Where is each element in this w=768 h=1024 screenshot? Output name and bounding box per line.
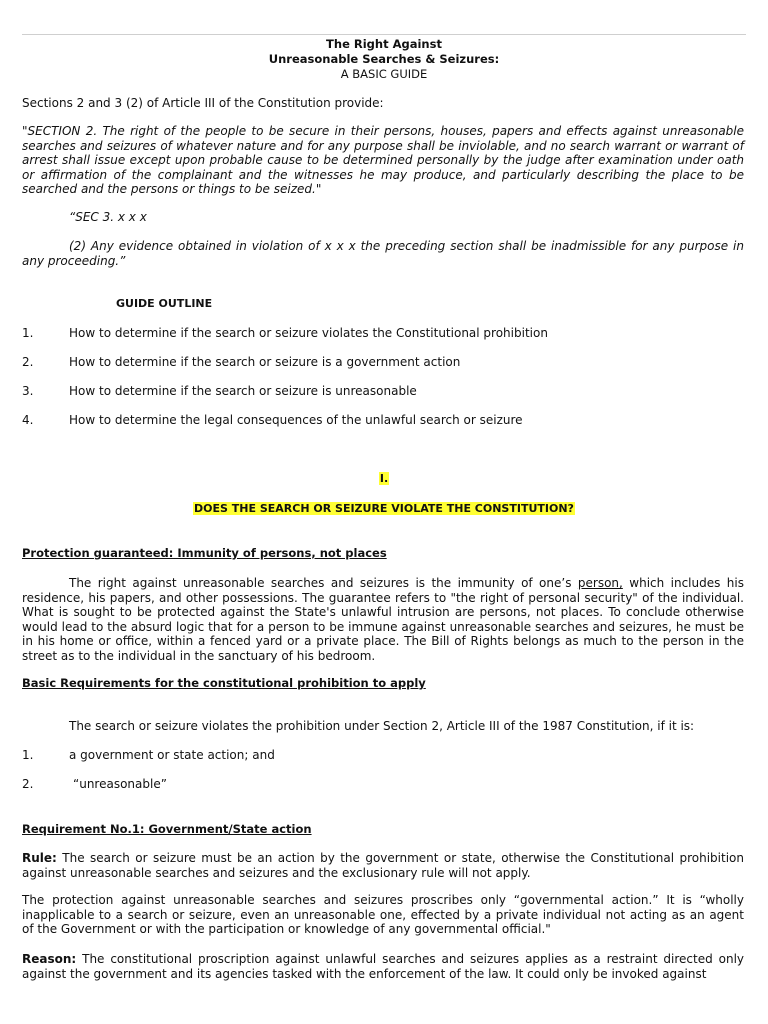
reason-label: Reason: [22,952,77,966]
outline-item: How to determine if the search or seizure is unreasonable [69,384,417,398]
top-rule [22,34,746,35]
requirements-heading: Basic Requirements for the constitutional prohibition to apply [22,676,426,690]
reason-paragraph [22,952,744,981]
guide-outline-title: GUIDE OUTLINE [116,297,213,310]
rule-text: The search or seizure must be an action by the government or state, otherwise the Constitutional prohibition against unreasonable searches and seizures and the exclusionary rule will not apply. [22,851,744,880]
protection-heading: Protection guaranteed: Immunity of persons, not places [22,546,387,560]
subtitle: A BASIC GUIDE [340,67,428,81]
document-header [0,37,768,82]
rule-paragraph [22,851,744,880]
protection-heading-row [22,546,744,561]
part-question [0,502,768,515]
req-num: 1. [22,748,34,762]
protection-text-a: The right against unreasonable searches and seizures is the immunity of one’s [69,576,578,590]
req-item: a government or state action; and [69,748,275,762]
person-link[interactable]: person, [577,576,623,590]
requirement1-heading-row [22,822,744,837]
outline-item: How to determine if the search or seizure is a government action [69,355,461,369]
outline-num: 3. [22,384,34,398]
outline-item: How to determine if the search or seizure violates the Constitutional prohibition [69,326,548,340]
rule-label: Rule: [22,851,57,865]
requirements-paragraph: The search or seizure violates the prohibition under Section 2, Article III of the 1987 Constitution, if it is: [69,719,695,733]
outline-num: 2. [22,355,34,369]
outline-num: 1. [22,326,34,340]
outline-num: 4. [22,413,34,427]
section2-quote: "SECTION 2. The right of the people to be secure in their persons, houses, papers and effects against unreasonable searches and seizures of whatever nature and for any purpose shall be inviolable, and no search warrant or warrant of arrest shall issue except upon probable cause to be determined personally by the judge after examination under oath or affirmation of the complainant and the witnesses he may produce, and particularly describing the place to be searched and the persons or things to be seized." [22,124,744,196]
title-line-2: Unreasonable Searches & Seizures: [268,52,500,66]
part-roman [0,472,768,485]
sec3-heading: “SEC 3. x x x [69,210,147,224]
reason-text: The constitutional proscription against unlawful searches and seizures applies as a restraint directed only against the government and its agencies tasked with the enforcement of the law. It could only be invoked against [22,952,744,981]
title-line-1: The Right Against [326,37,442,51]
outline-item: How to determine the legal consequences of the unlawful search or seizure [69,413,523,427]
intro-text: Sections 2 and 3 (2) of Article III of the Constitution provide: [22,96,384,110]
requirements-heading-row [22,676,744,691]
part-question-text: DOES THE SEARCH OR SEIZURE VIOLATE THE CONSTITUTION? [194,502,574,515]
requirement1-heading: Requirement No.1: Government/State action [22,822,312,836]
req-item: “unreasonable” [73,777,167,791]
protection-text-b: which includes his residence, his papers, and other possessions. The guarantee refers to "the right of personal security" of the individual. What is sought to be protected against the State's unlawful intrusion are persons, not places. To conclude otherwise would lead to the absurd logic that for a person to be immune against unreasonable searches and seizures, he must be in his home or office, within a fenced yard or a private place. The Bill of Rights belongs as much to the person in the street as to the individual in the sanctuary of his bedroom. [22,576,744,663]
protection-paragraph [22,576,744,663]
req-num: 2. [22,777,34,791]
government-action-paragraph: The protection against unreasonable searches and seizures proscribes only “governmental action.” It is “wholly inapplicable to a search or seizure, even an unreasonable one, effected by a private individual not acting as an agent of the Government or with the participation or knowledge of any governmental official." [22,893,744,936]
sec3-quote: (2) Any evidence obtained in violation of x x x the preceding section shall be inadmissible for any purpose in any proceeding.” [22,239,744,268]
part-roman-text: I. [379,472,389,485]
